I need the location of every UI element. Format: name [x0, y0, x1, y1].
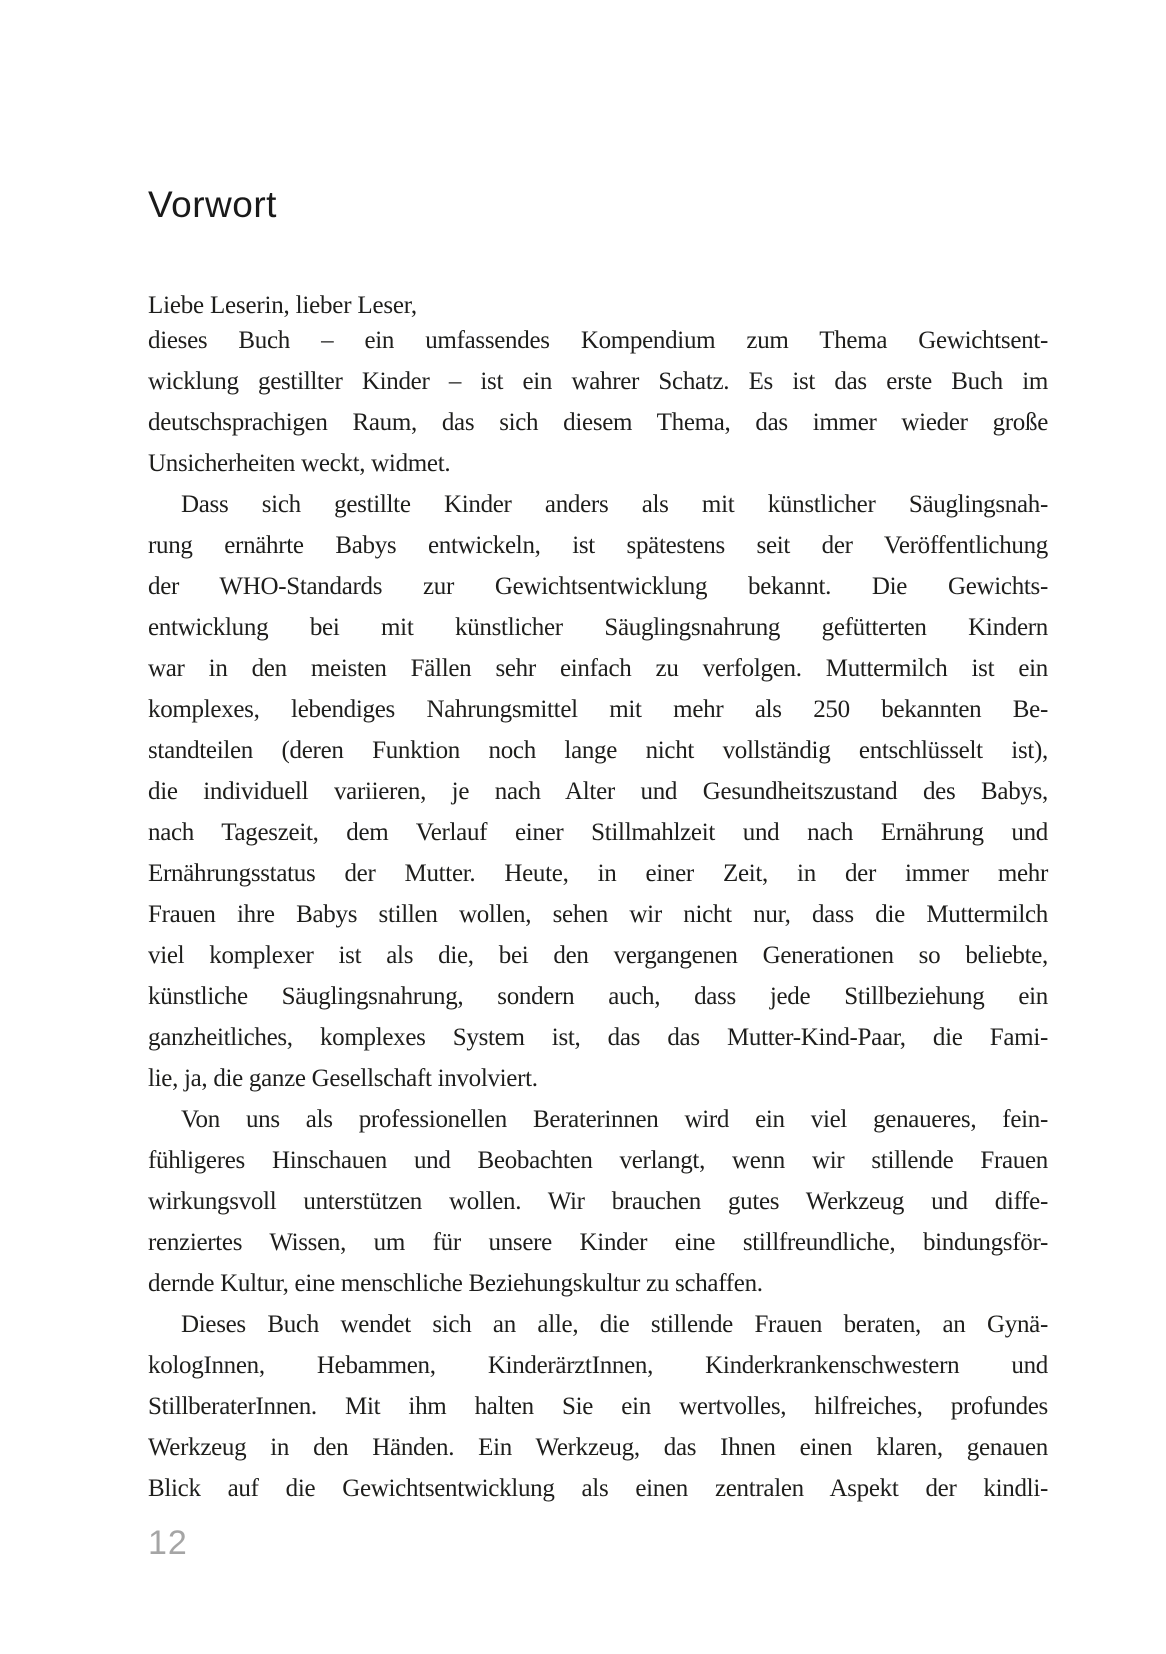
text-line: Von uns als professionellen Beraterinnen wird ein viel genaueres, fein- — [181, 1106, 1048, 1133]
text-line: Unsicherheiten weckt, widmet. — [148, 450, 451, 477]
text-line: renziertes Wissen, um für unsere Kinder eine stillfreundliche, bindungsför- — [148, 1229, 1048, 1256]
page-number: 12 — [148, 1524, 188, 1562]
text-line: wirkungsvoll unterstützen wollen. Wir brauchen gutes Werkzeug und diffe- — [148, 1188, 1048, 1215]
text-line: dernde Kultur, eine menschliche Beziehungskultur zu schaffen. — [148, 1270, 763, 1297]
text-line: kologInnen, Hebammen, KinderärztInnen, Kinderkrankenschwestern und — [148, 1352, 1048, 1379]
salutation: Liebe Leserin, lieber Leser, — [148, 292, 417, 319]
text-line: Dass sich gestillte Kinder anders als mit künstlicher Säuglingsnah- — [181, 491, 1048, 518]
text-line: rung ernährte Babys entwickeln, ist spätestens seit der Veröffentlichung — [148, 532, 1048, 559]
text-line: der WHO-Standards zur Gewichtsentwicklung bekannt. Die Gewichts- — [148, 573, 1048, 600]
text-line: deutschsprachigen Raum, das sich diesem Thema, das immer wieder große — [148, 409, 1048, 436]
text-line: Ernährungsstatus der Mutter. Heute, in einer Zeit, in der immer mehr — [148, 860, 1048, 887]
text-line: StillberaterInnen. Mit ihm halten Sie ein wertvolles, hilfreiches, profundes — [148, 1393, 1048, 1420]
text-line: wicklung gestillter Kinder – ist ein wahrer Schatz. Es ist das erste Buch im — [148, 368, 1048, 395]
text-line: ganzheitliches, komplexes System ist, das das Mutter-Kind-Paar, die Fami- — [148, 1024, 1048, 1051]
text-line: nach Tageszeit, dem Verlauf einer Stillmahlzeit und nach Ernährung und — [148, 819, 1048, 846]
body-text — [148, 320, 1048, 1509]
text-line: fühligeres Hinschauen und Beobachten verlangt, wenn wir stillende Frauen — [148, 1147, 1048, 1174]
text-line: Dieses Buch wendet sich an alle, die stillende Frauen beraten, an Gynä- — [181, 1311, 1048, 1338]
text-line: komplexes, lebendiges Nahrungsmittel mit mehr als 250 bekannten Be- — [148, 696, 1048, 723]
text-line: die individuell variieren, je nach Alter und Gesundheitszustand des Babys, — [148, 778, 1048, 805]
text-line: standteilen (deren Funktion noch lange nicht vollständig entschlüsselt ist), — [148, 737, 1048, 764]
page-title: Vorwort — [148, 183, 277, 225]
text-line: entwicklung bei mit künstlicher Säuglingsnahrung gefütterten Kindern — [148, 614, 1048, 641]
text-line: viel komplexer ist als die, bei den vergangenen Generationen so beliebte, — [148, 942, 1048, 969]
text-line: Werkzeug in den Händen. Ein Werkzeug, das Ihnen einen klaren, genauen — [148, 1434, 1048, 1461]
text-line: dieses Buch – ein umfassendes Kompendium zum Thema Gewichtsent- — [148, 327, 1048, 354]
text-line: lie, ja, die ganze Gesellschaft involviert. — [148, 1065, 538, 1092]
text-line: Frauen ihre Babys stillen wollen, sehen wir nicht nur, dass die Muttermilch — [148, 901, 1048, 928]
text-line: künstliche Säuglingsnahrung, sondern auch, dass jede Stillbeziehung ein — [148, 983, 1048, 1010]
text-line: war in den meisten Fällen sehr einfach zu verfolgen. Muttermilch ist ein — [148, 655, 1048, 682]
text-line: Blick auf die Gewichtsentwicklung als einen zentralen Aspekt der kindli- — [148, 1475, 1048, 1502]
